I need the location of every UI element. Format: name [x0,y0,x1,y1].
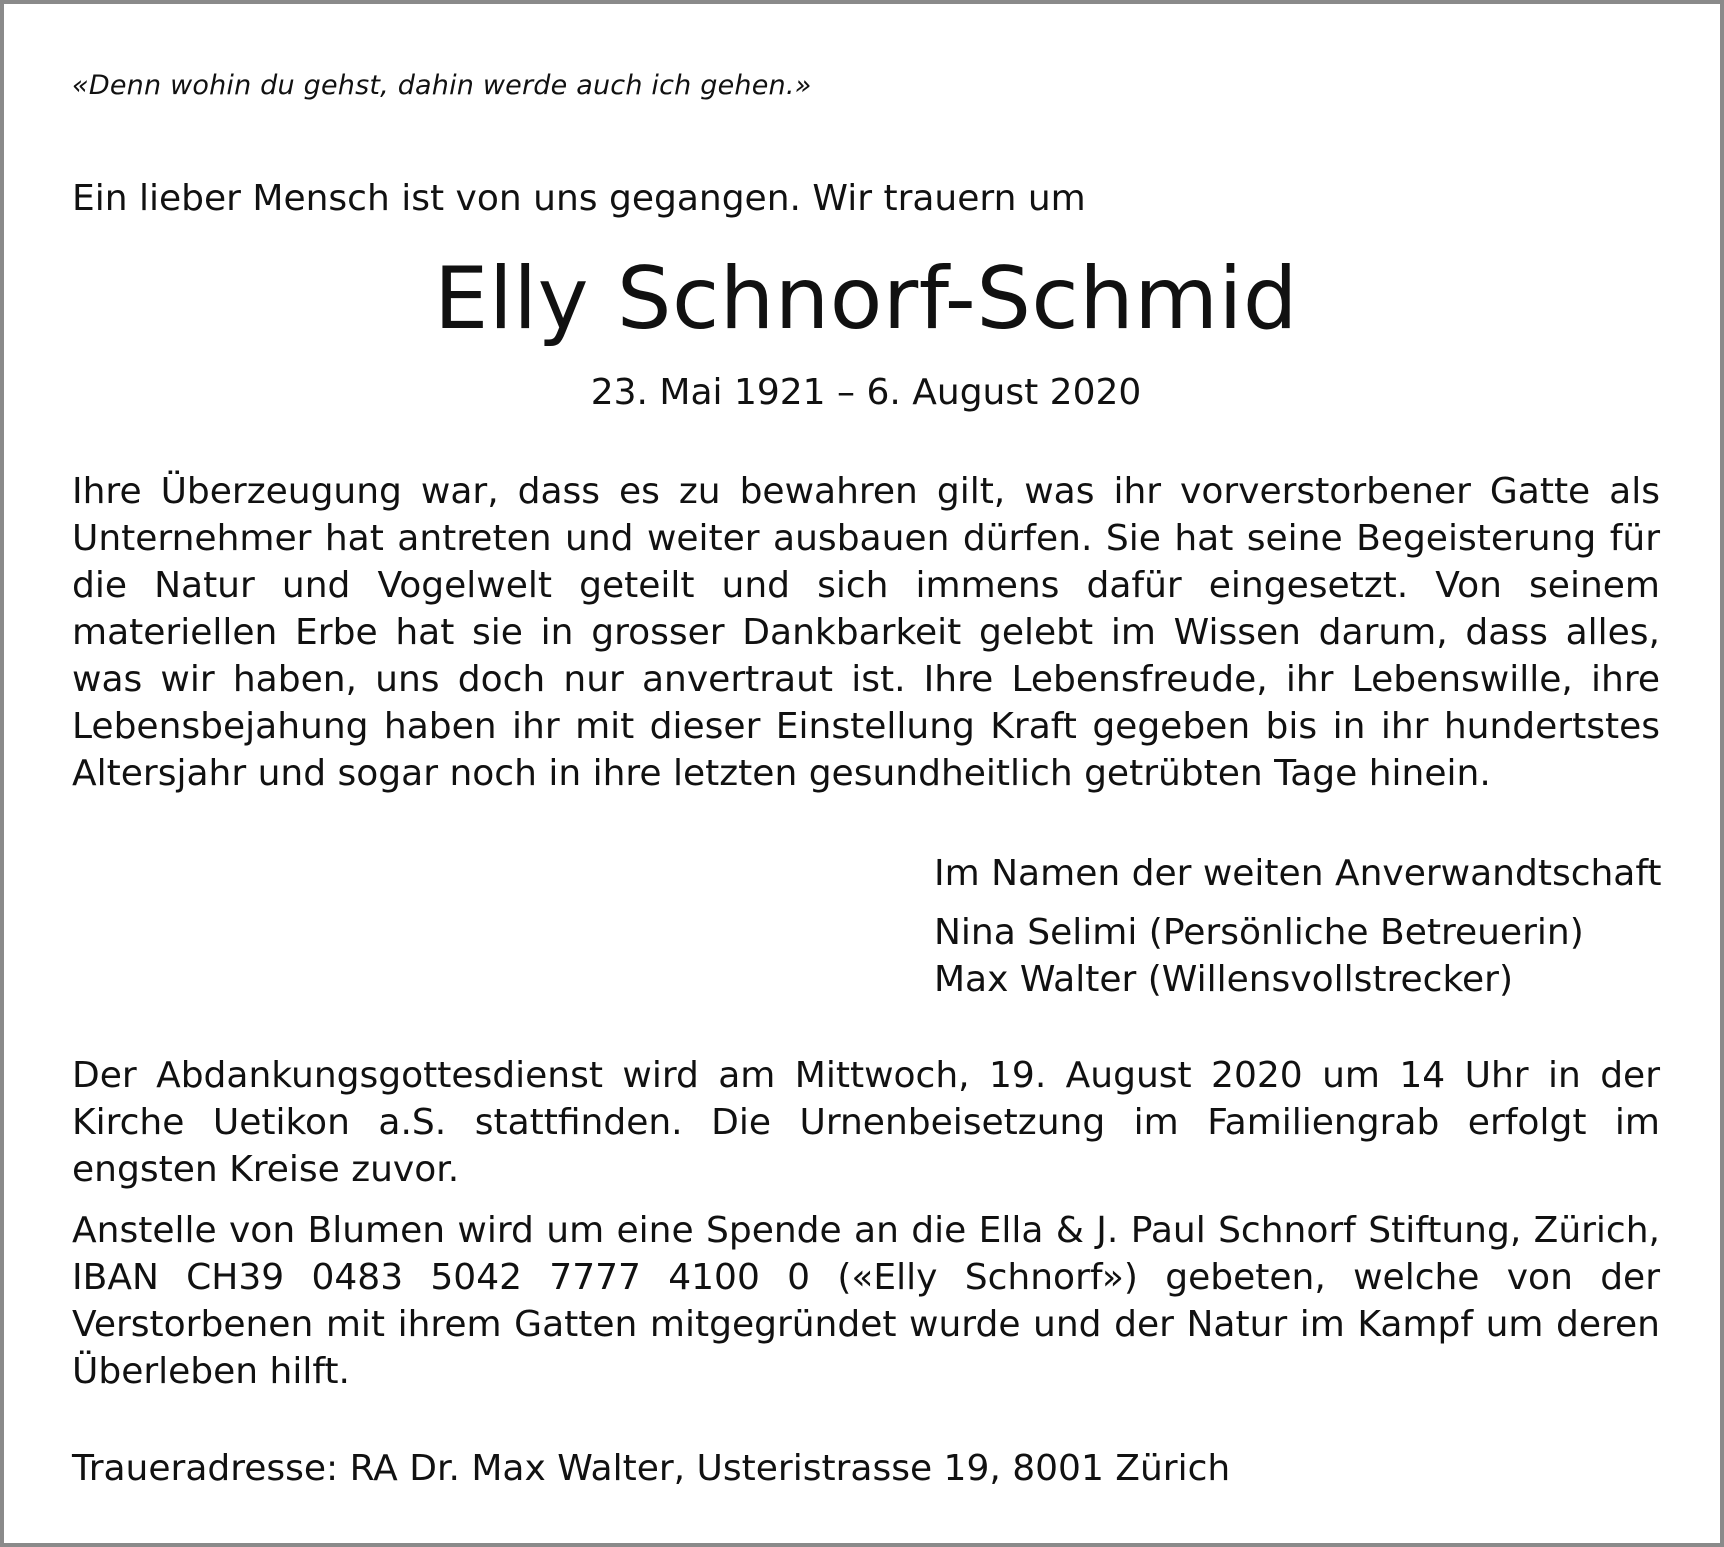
mourning-address: Traueradresse: RA Dr. Max Walter, Usteristrasse 19, 8001 Zürich [72,1448,1231,1489]
tribute-paragraph: Ihre Überzeugung war, dass es zu bewahren gilt, was ihr vorverstorbener Gatte als Unternehmer hat antreten und weiter ausbauen dürfen. Sie hat seine Begeisterung für die Natur und Vogelwelt geteilt und sich immens dafür eingesetzt. Von seinem materiellen Erbe hat sie in grosser Dankbarkeit gelebt im Wissen darum, dass alles, was wir haben, uns doch nur anvertraut ist. Ihre Lebensfreude, ihr Lebenswille, ihre Lebensbejahung haben ihr mit dieser Einstellung Kraft gegeben bis in ihr hundertstes Altersjahr und sogar noch in ihre letzten gesundheitlich getrübten Tage hinein. [72,471,1660,794]
signatory-name: Nina Selimi (Persönliche Betreuerin) [934,912,1584,953]
donation-paragraph: Anstelle von Blumen wird um eine Spende an die Ella & J. Paul Schnorf Stiftung, Zürich, IBAN CH39 0483 5042 7777 4100 0 («Elly Schnorf») gebeten, welche von der Verstorbenen mit ihrem Gatten mitgegründet wurde und der Natur im Kampf um deren Überleben hilft. [72,1210,1660,1392]
signature-block [934,850,1662,1003]
signatory-name: Max Walter (Willensvollstrecker) [934,959,1514,1000]
ceremony-paragraph: Der Abdankungsgottesdienst wird am Mittwoch, 19. August 2020 um 14 Uhr in der Kirche Uetikon a.S. stattfinden. Die Urnenbeisetzung im Familiengrab erfolgt im engsten Kreise zuvor. [72,1055,1660,1190]
life-dates: 23. Mai 1921 – 6. August 2020 [590,372,1142,413]
deceased-name: Elly Schnorf-Schmid [434,249,1298,349]
intro-line: Ein lieber Mensch ist von uns gegangen. Wir trauern um [72,178,1086,219]
motto-quote: «Denn wohin du gehst, dahin werde auch ich gehen.» [72,70,812,101]
signature-intro: Im Namen der weiten Anverwandtschaft [934,853,1662,894]
